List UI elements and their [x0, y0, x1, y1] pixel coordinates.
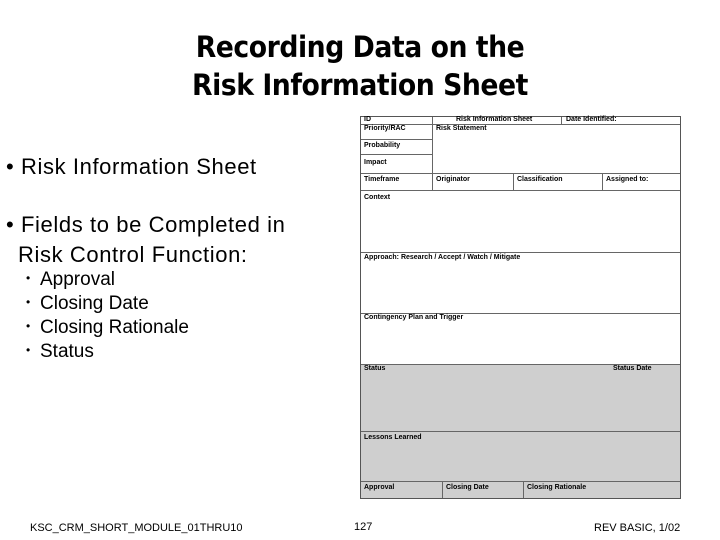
field-closing-rationale: Closing Rationale	[527, 484, 587, 491]
field-impact: Impact	[364, 159, 387, 166]
title-line-1: Recording Data on the	[195, 30, 525, 64]
subitem-closing-rationale: • Closing Rationale	[26, 317, 189, 338]
field-probability: Probability	[364, 142, 401, 149]
field-context: Context	[364, 194, 391, 201]
field-approach: Approach: Research / Accept / Watch / Mitigate	[364, 254, 521, 261]
field-date-identified: Date Identified:	[566, 116, 617, 123]
field-status-date: Status Date	[613, 365, 652, 372]
field-classification: Classification	[517, 176, 563, 183]
field-priority: Priority/RAC	[364, 125, 406, 132]
field-originator: Originator	[436, 176, 470, 183]
field-id: ID	[364, 116, 371, 123]
field-sheet-title: Risk Information Sheet	[456, 116, 533, 123]
slide-title	[29, 28, 691, 104]
footer-revision: REV BASIC, 1/02	[594, 522, 681, 534]
field-lessons-learned: Lessons Learned	[364, 434, 422, 441]
subitem-status: • Status	[26, 341, 94, 362]
footer-page-number: 127	[354, 521, 373, 533]
footer-module-id: KSC_CRM_SHORT_MODULE_01THRU10	[30, 522, 243, 534]
field-contingency: Contingency Plan and Trigger	[364, 314, 464, 321]
field-closing-date: Closing Date	[446, 484, 489, 491]
title-line-2: Risk Information Sheet	[192, 68, 528, 102]
bullet-fields-line-1: • Fields to be Completed in	[6, 212, 286, 237]
field-status: Status	[364, 365, 386, 372]
field-timeframe: Timeframe	[364, 176, 400, 183]
bullet-fields-line-2: Risk Control Function:	[18, 242, 248, 267]
field-assigned-to: Assigned to:	[606, 176, 649, 183]
field-approval: Approval	[364, 484, 395, 491]
risk-information-sheet-form	[360, 116, 681, 499]
bullet-risk-information-sheet: • Risk Information Sheet	[6, 154, 257, 179]
subitem-approval: • Approval	[26, 269, 115, 290]
field-risk-statement: Risk Statement	[436, 125, 487, 132]
subitem-closing-date: • Closing Date	[26, 293, 149, 314]
